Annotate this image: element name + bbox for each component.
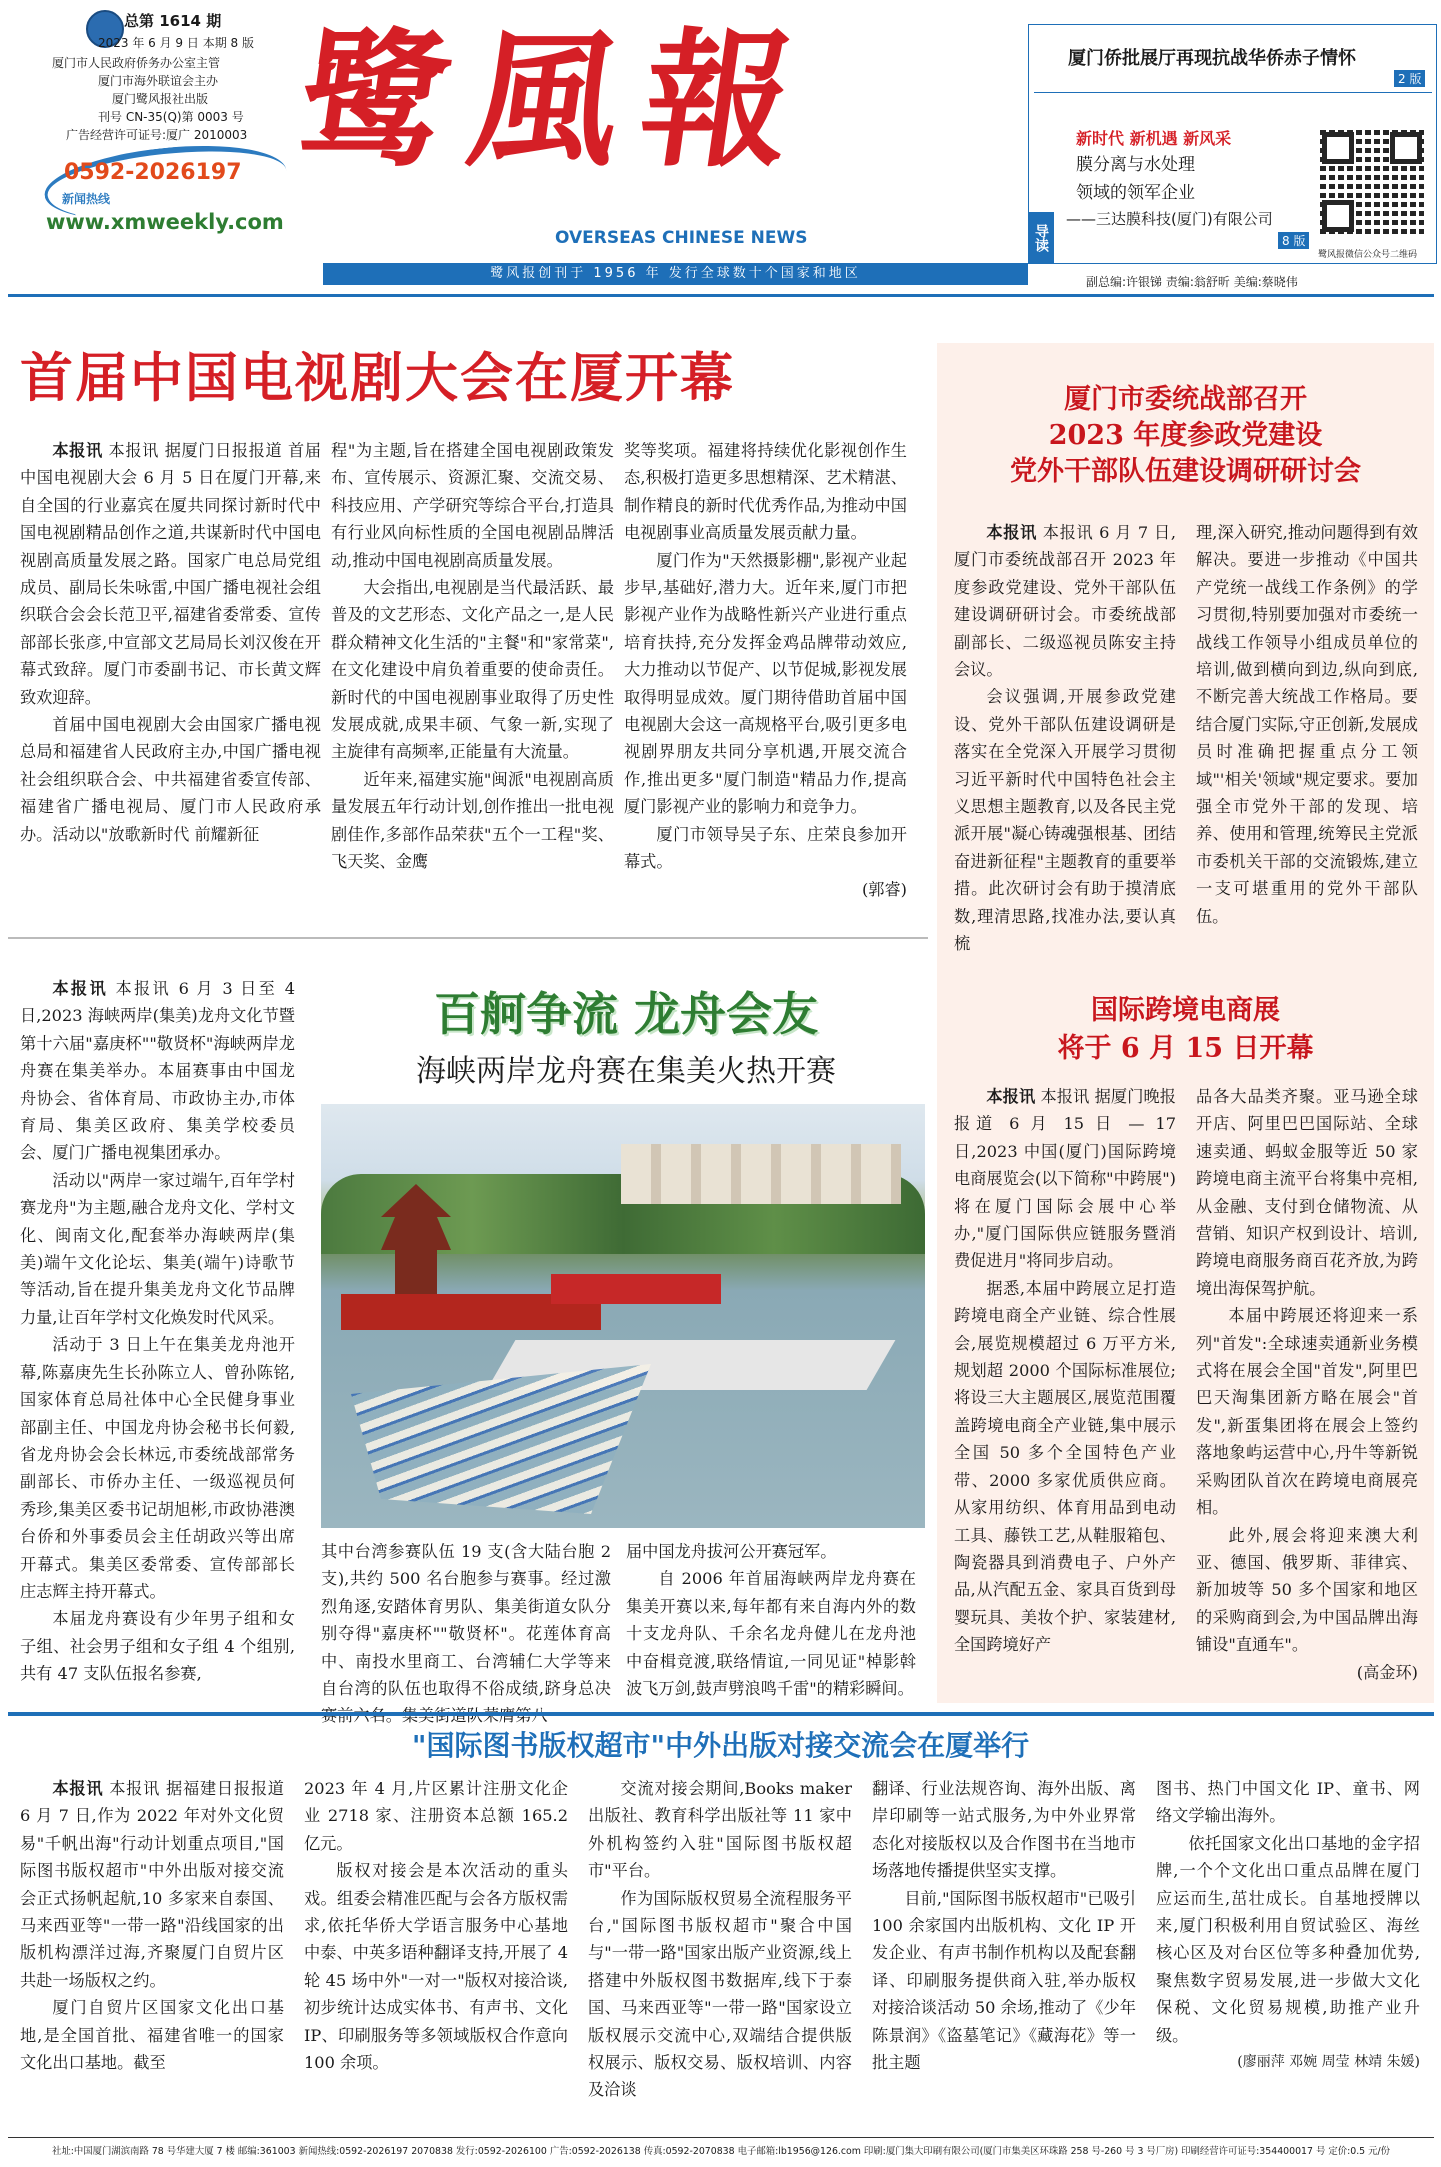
issn: 刊号 CN-35(Q)第 0003 号 — [98, 110, 244, 124]
article-text: 其中台湾参赛队伍 19 支(含大陆台胞 2 支),共约 500 名台胞参与赛事。经过激烈角逐,安踏体育男队、集美街道女队分别夺得"嘉庚杯""敬贤杯"。花莲体育高中、南投水里商工、台湾辅仁大学等来自台湾的队伍也取得不俗成绩,跻身总决 — [321, 1542, 611, 1699]
article-text: 依托国家文化出口基地的金字招牌,一个个文化出口重点品牌在厦门应运而生,茁壮成长。自基地授牌以来,厦门积极利用自贸试验区、海丝核心区及对台区位等多种叠加优势,聚焦数字贸易发展,进一步做大文化保税、文化贸易规模,助推产业升级。 — [1156, 1833, 1420, 2045]
article-5-column-4 — [872, 1775, 1136, 2105]
article-5-column-5 — [1156, 1775, 1420, 2105]
article-4-column-2 — [321, 1538, 611, 1699]
headline-article-1: 首届中国电视剧大会在厦开幕 — [20, 348, 735, 409]
issue-total: 总第 1614 期 — [124, 12, 222, 30]
article-text: 本报讯 据福建日报报道 6 月 7 日,作为 2022 年对外文化贸易"千帆出海"行动计划重点项目,"国际图书版权超市"中外出版对接交流会正式扬帆起航,10 多家来自泰国、马来西亚等"一带一路"沿线国家的出版机构漂洋过海,齐聚厦门自贸片区共赴一场版权之约。 — [20, 1779, 284, 1990]
headline-line: 厦门市委统战部召开 — [1064, 384, 1307, 415]
article-text: 奖等奖项。福建将持续优化影视创作生态,积极打造更多思想精深、艺术精湛、制作精良的新时代优秀作品,为推动中国电视剧事业高质量发展贡献力量。 — [624, 441, 907, 543]
guide-item-2-line[interactable]: 膜分离与水处理 — [1076, 155, 1195, 175]
red-banner — [551, 1274, 721, 1304]
hotline-number: 0592-2026197 — [64, 160, 242, 185]
footer-rule — [8, 2137, 1434, 2138]
guide-page-tag: 2 版 — [1394, 70, 1425, 87]
guide-item-1[interactable]: 厦门侨批展厅再现抗战华侨赤子情怀 — [1068, 48, 1356, 69]
article-text: 厦门自贸片区国家文化出口基地,是全国首批、福建省唯一的国家文化出口基地。截至 — [20, 1998, 284, 2073]
article-text: 近年来,福建实施"闽派"电视剧高质量发展五年行动计划,创作推出一批电视剧佳作,多部作品荣获"五个一工程"奖、飞天奖、金鹰 — [331, 769, 614, 872]
article-3-column-2 — [1196, 1083, 1418, 1683]
headline-article-5: "国际图书版权超市"中外出版对接交流会在厦举行 — [411, 1729, 1030, 1762]
article-text: 据悉,本届中跨展立足打造跨境电商全产业链、综合性展会,展览规模超过 6 万平方米,规划超 2000 个国际标准展位;将设三大主题展区,展览范围覆盖跨境电商全产业链,集中展示全国 50 多个全国特色产业带、2000 多家优质供应商。从家用纺织、体育用品到电动工具、藤铁工艺,从鞋服箱包、陶瓷器具到消费电子、户外产品,从汽配五金、家具百货到母婴玩具、美妆个护、家装建材,全国跨境好产 — [954, 1278, 1176, 1655]
article-text: 本届中跨展还将迎来一系列"首发":全球速卖通新业务模式将在展会全国"首发",阿里巴巴天淘集团新方略在展会"首发",新蛋集团将在展会上签约落地象屿运营中心,丹牛等新锐采购团队首次在跨境电商展亮相。 — [1196, 1306, 1418, 1518]
buildings — [621, 1144, 901, 1204]
article-1-column-1: 本报讯 本报讯 据厦门日报报道 首届中国电视剧大会 6 月 5 日在厦门开幕,来自全国的行业嘉宾在厦共同探讨新时代中国电视剧精品创作之道,共谋新时代中国电视剧高质量发展之路。国家广电总局党组成员、副局长朱咏雷,中国广播电视社会组织联合会会长范卫平,福建省委常委、宣传部部长张彦,中宣部文艺局局长刘汉俊在开幕式致辞。厦门市委副书记、市长黄文辉致欢迎辞。 首届中国电视剧大会由国家广播电视总局和福建省人民政府主办,中国广播电视社会组织联合会、中共福建省委宣传部、福建省广播电视局、厦门市人民政府承办。活动以"放歌新时代 前耀新征 — [20, 437, 321, 925]
article-text: 厦门作为"天然摄影棚",影视产业起步早,基础好,潜力大。近年来,厦门市把影视产业作为战略性新兴产业进行重点培育扶持,充分发挥金鸡品牌带动效应,大力推动以节促产、以节促城,影视发展取得明显成效。厦门期待借助首届中国电视剧大会这一高规格平台,吸引更多电视剧界朋友共同分享机遇,开展交流合作,推出更多"厦门制造"精品力作,提高厦门影视产业的影响力和竞争力。 — [624, 550, 907, 817]
website-link[interactable]: www.xmweekly.com — [46, 210, 284, 234]
sponsor-line: 厦门市人民政府侨务办公室主管 — [52, 56, 221, 70]
guide-item-2-line: ——三达膜科技(厦门)有限公司 — [1066, 210, 1273, 228]
headline-line: 国际跨境电商展 — [1091, 995, 1280, 1026]
hotline-label: 新闻热线 — [62, 192, 111, 206]
article-text: 目前,"国际图书版权超市"已吸引 100 余家国内出版机构、文化 IP 开发企业、有声书制作机构以及配套翻译、印刷服务提供商入驻,举办版权对接洽谈活动 50 余场,推动了《少年陈景润》《盗墓笔记》《藏海花》等一批主题 — [872, 1888, 1136, 2073]
article-text: 本届龙舟赛设有少年男子组和女子组、社会男子组和女子组 4 个组别,共有 47 支队伍报名参赛, — [20, 1609, 295, 1684]
dragon-boats — [351, 1364, 651, 1514]
sponsor-line: 厦门市海外联谊会主办 — [98, 74, 219, 88]
ad-license: 广告经营许可证号:厦广 2010003 — [66, 128, 248, 142]
newspaper-logo: 鹭 風 報 — [287, 13, 790, 187]
article-2-column-1: 本报讯 本报讯 6 月 7 日,厦门市委统战部召开 2023 年度参政党建设、党外干部队伍建设调研研讨会。市委统战部副部长、二级巡视员陈安主持会议。 会议强调,开展参政党建设、党外干部队伍建设调研是落实在全党深入开展学习贯彻习近平新时代中国特色社会主义思想主题教育,以及各民主党派开展"凝心铸魂强根基、团结奋进新征程"主题教育的重要举措。此次研讨会有助于摸清底数,理清思路,找准办法,要认真梳 — [954, 519, 1176, 951]
guide-item-2-tag: 新时代 新机遇 新风采 — [1076, 129, 1232, 148]
subheadline-article-4: 海峡两岸龙舟赛在集美火热开赛 — [416, 1054, 836, 1089]
article-4-column-1: 本报讯 本报讯 6 月 3 日至 4 日,2023 海峡两岸(集美)龙舟文化节暨第十六届"嘉庚杯""敬贤杯"海峡两岸龙舟赛在集美举办。本届赛事由中国龙舟协会、省体育局、市政协主办,市体育局、集美区政府、集美学校委员会、厦门广播电视集团承办。 活动以"两岸一家过端午,百年学村赛龙舟"为主题,融合龙舟文化、学村文化、闽南文化,配套举办海峡两岸(集美)端午文化论坛、集美(端午)诗歌节等活动,旨在提升集美龙舟文化节品牌力量,让百年学村文化焕发时代风采。 活动于 3 日上午在集美龙舟池开幕,陈嘉庚先生长孙陈立人、曾孙陈铭,国家体育总局社体中心全民健身事业部副主任、中国龙舟协会秘书长何毅,省龙舟协会会长林远,市委统战部常务副部长、市侨办主任、一级巡视员何秀珍,集美区委书记胡旭彬,市政协港澳台侨和外事委员会主任胡政兴等出席开幕式。集美区委常委、宣传部部长庄志辉主持开幕式。 本届龙舟赛设有少年男子组和女子组、社会男子组和女子组 4 个组别,共有 47 支队伍报名参赛, — [20, 975, 295, 1675]
editors-credit: 副总编:许银锑 责编:翁舒昕 美编:蔡晓伟 — [1086, 275, 1298, 289]
article-text: 会议强调,开展参政党建设、党外干部队伍建设调研是落实在全党深入开展学习贯彻习近平新时代中国特色社会主义思想主题教育,以及各民主党派开展"凝心铸魂强根基、团结奋进新征程"主题教育的重要举措。此次研讨会有助于摸清底数,理清思路,找准办法,要认真梳 — [954, 687, 1176, 954]
footer-info: 社址:中国厦门湖滨南路 78 号华建大厦 7 楼 邮编:361003 新闻热线:0592-2026197 2070838 发行:0592-2026100 广告:0592-2026138 传真:0592-2070838 电子邮箱:lb1956@126.com 印刷:厦门集大印刷有限公司(厦门市集美区环珠路 258 号-260 号 3 号厂房) 印刷经营许可证号:354400017 号 定价:0.5 元/份 — [51, 2146, 1391, 2157]
article-text: 大会指出,电视剧是当代最活跃、最普及的文艺形态、文化产品之一,是人民群众精神文化生活的"主餐"和"家常菜",在文化建设中肩负着重要的使命责任。新时代的中国电视剧事业取得了历史性发展成就,成果丰硕、气象一新,实现了主旋律有高频率,正能量有大流量。 — [331, 578, 614, 762]
article-5-column-3 — [588, 1775, 852, 2105]
headline-line: 党外干部队伍建设调研研讨会 — [1010, 456, 1361, 487]
article-2-column-2 — [1196, 519, 1418, 951]
section-rule — [8, 937, 928, 939]
guide-page-tag: 8 版 — [1278, 232, 1309, 249]
article-text: 此外,展会将迎来澳大利亚、德国、俄罗斯、菲律宾、新加坡等 50 多个国家和地区的采购商到会,为中国品牌出海铺设"直通车"。 — [1196, 1525, 1418, 1655]
article-text: 届中国龙舟拔河公开赛冠军。 — [626, 1542, 837, 1561]
article-text: 版权对接会是本次活动的重头戏。组委会精准匹配与会各方版权需求,依托华侨大学语言服务中心基地中泰、中英多语种翻译支持,开展了 4 轮 45 场中外"一对一"版权对接洽谈,初步统计达成实体书、有声书、文化 IP、印刷服务等多领域版权合作意向 100 余项。 — [304, 1861, 568, 2073]
headline-article-4: 百舸争流 龙舟会友 — [433, 987, 818, 1041]
article-text: 品各大品类齐聚。亚马逊全球开店、阿里巴巴国际站、全球速卖通、蚂蚁金服等近 50 家跨境电商主流平台将集中亮相,从金融、支付到仓储物流、从营销、知识产权到设计、培训,跨境电商服务商百花齐放,为跨境出海保驾护航。 — [1196, 1087, 1418, 1298]
headline-article-3 — [937, 992, 1434, 1068]
article-text: 活动以"两岸一家过端午,百年学村赛龙舟"为主题,融合龙舟文化、学村文化、闽南文化,配套举办海峡两岸(集美)端午文化论坛、集美(端午)诗歌节等活动,旨在提升集美龙舟文化节品牌力量,让百年学村文化焕发时代风采。 — [20, 1170, 295, 1327]
article-text: 交流对接会期间,Books maker 出版社、教育科学出版社等 11 家中外机构签约入驻"国际图书版权超市"平台。 — [588, 1779, 852, 1881]
headline-line: 2023 年度参政党建设 — [1048, 420, 1323, 451]
article-text: 活动于 3 日上午在集美龙舟池开幕,陈嘉庚先生长孙陈立人、曾孙陈铭,国家体育总局社体中心全民健身事业部副主任、中国龙舟协会秘书长何毅,省龙舟协会会长林远,市委统战部常务副部长、市侨办主任、一级巡视员何秀珍,集美区委书记胡旭彬,市政协港澳台侨和外事委员会主任胡政兴等出席开幕式。集美区委常委、宣传部部长庄志辉主持开幕式。 — [20, 1335, 295, 1601]
guide-item-2-line[interactable]: 领域的领军企业 — [1076, 183, 1195, 203]
article-1-column-3 — [624, 437, 907, 925]
article-text: 厦门市领导吴子东、庄荣良参加开幕式。 — [624, 824, 907, 872]
english-name: OVERSEAS CHINESE NEWS — [555, 228, 808, 248]
article-text: 理,深入研究,推动问题得到有效解决。要进一步推动《中国共产党统一战线工作条例》的学习贯彻,特别要加强对市委统一战线工作领导小组成员单位的培训,做到横向到边,纵向到底,不断完善大统战工作格局。要结合厦门实际,守正创新,发展成员时准确把握重点分工领域"'相关'领域"规定要求。要加强全市党外干部的发现、培养、使用和管理,统筹民主党派市委机关干部的交流锻炼,建立一支可堪重用的党外干部队伍。 — [1196, 523, 1418, 926]
headline-line: 将于 6 月 15 日开幕 — [1057, 1033, 1314, 1064]
masthead — [0, 0, 1441, 300]
article-5-column-2 — [304, 1775, 568, 2105]
article-text: 本报讯 6 月 3 日至 4 日,2023 海峡两岸(集美)龙舟文化节暨第十六届"嘉庚杯""敬贤杯"海峡两岸龙舟赛在集美举办。本届赛事由中国龙舟协会、省体育局、市政协主办,市体育局、集美区政府、集美学校委员会、厦门广播电视集团承办。 — [20, 979, 296, 1163]
dragon-boat-photo — [321, 1104, 925, 1528]
article-text: 2023 年 4 月,片区累计注册文化企业 2718 家、注册资本总额 165.2 亿元。 — [304, 1779, 568, 1853]
article-1-column-2 — [331, 437, 614, 925]
byline: (高金环) — [1356, 1662, 1418, 1682]
article-text: 图书、热门中国文化 IP、童书、网络文学输出海外。 — [1156, 1779, 1420, 1826]
date-line: 2023 年 6 月 9 日 本期 8 版 — [98, 36, 254, 50]
byline: (廖丽萍 邓婉 周莹 林靖 朱媛) — [1237, 2054, 1420, 2071]
slogan-bar: 鹭风报创刊于 1956 年 发行全球数十个国家和地区 — [323, 263, 1028, 285]
guide-label: 导读 — [1028, 212, 1054, 264]
article-4-column-3 — [626, 1538, 916, 1699]
section-rule — [8, 1712, 1434, 1716]
article-text: 本报讯 据厦门晚报报道 6 月 15 日 — 17 日,2023 中国(厦门)国际跨境电商展览会(以下简称"中跨展")将在厦门国际会展中心举办,"厦门国际供应链服务暨消费促进月"将同步启动。 — [954, 1087, 1176, 1271]
article-text: 本报讯 据厦门日报报道 首届中国电视剧大会 6 月 5 日在厦门开幕,来自全国的行业嘉宾在厦共同探讨新时代中国电视剧精品创作之道,共谋新时代中国电视剧高质量发展之路。国家广电总局党组成员、副局长朱咏雷,中国广播电视社会组织联合会会长范卫平,福建省委常委、宣传部部长张彦,中宣部文艺局局长刘汉俊在开幕式致辞。厦门市委副书记、市长黄文辉致欢迎辞。 — [20, 441, 321, 707]
qr-code-icon — [1320, 130, 1424, 234]
masthead-rule — [8, 294, 1434, 297]
qr-caption: 鹭风报微信公众号二维码 — [1318, 250, 1418, 260]
headline-article-2 — [937, 382, 1434, 490]
article-text: 自 2006 年首届海峡两岸龙舟赛在集美开赛以来,每年都有来自海内外的数十支龙舟队、千余名龙舟健儿在龙舟池中奋楫竞渡,联络情谊,一同见证"棹影斡波飞万剑,鼓声劈浪鸣千雷"的精彩瞬间。 — [626, 1569, 916, 1699]
article-text: 本报讯 6 月 7 日,厦门市委统战部召开 2023 年度参政党建设、党外干部队伍建设调研研讨会。市委统战部副部长、二级巡视员陈安主持会议。 — [954, 523, 1176, 680]
article-text: 翻译、行业法规咨询、海外出版、离岸印刷等一站式服务,为中外业界常态化对接版权以及合作图书在当地市场落地传播提供坚实支撑。 — [872, 1779, 1136, 1881]
article-text: 程"为主题,旨在搭建全国电视剧政策发布、宣传展示、资源汇聚、交流交易、科技应用、产学研究等综合平台,打造具有行业风向标性质的全国电视剧品牌活动,推动中国电视剧高质量发展。 — [331, 441, 614, 570]
article-5-column-1: 本报讯 本报讯 据福建日报报道 6 月 7 日,作为 2022 年对外文化贸易"千帆出海"行动计划重点项目,"国际图书版权超市"中外出版对接交流会正式扬帆起航,10 多家来自泰国、马来西亚等"一带一路"沿线国家的出版机构漂洋过海,齐聚厦门自贸片区共赴一场版权之约。 厦门自贸片区国家文化出口基地,是全国首批、福建省唯一的国家文化出口基地。截至 — [20, 1775, 284, 2105]
sponsor-line: 厦门鹭风报社出版 — [112, 92, 209, 106]
article-3-column-1: 本报讯 本报讯 据厦门晚报报道 6 月 15 日 — 17 日,2023 中国(厦门)国际跨境电商展览会(以下简称"中跨展")将在厦门国际会展中心举办,"厦门国际供应链服务暨消费促进月"将同步启动。 据悉,本届中跨展立足打造跨境电商全产业链、综合性展会,展览规模超过 6 万平方米,规划超 2000 个国际标准展位;将设三大主题展区,展览范围覆盖跨境电商全产业链,集中展示全国 50 多个全国特色产业带、2000 多家优质供应商。从家用纺织、体育用品到电动工具、藤铁工艺,从鞋服箱包、陶瓷器具到消费电子、户外产品,从汽配五金、家具百货到母婴玩具、美妆个护、家装建材,全国跨境好产 — [954, 1083, 1176, 1683]
article-text: 作为国际版权贸易全流程服务平台,"国际图书版权超市"聚合中国与"一带一路"国家出版产业资源,线上搭建中外版权图书数据库,线下于泰国、马来西亚等"一带一路"国家设立版权展示交流中心,双端结合提供版权展示、版权交易、版权培训、内容及洽谈 — [588, 1888, 852, 2100]
byline: (郭睿) — [861, 879, 907, 899]
article-text: 首届中国电视剧大会由国家广播电视总局和福建省人民政府主办,中国广播电视社会组织联合会、中共福建省委宣传部、福建省广播电视局、厦门市人民政府承办。活动以"放歌新时代 前耀新征 — [20, 715, 321, 844]
guide-divider — [1034, 92, 1432, 93]
